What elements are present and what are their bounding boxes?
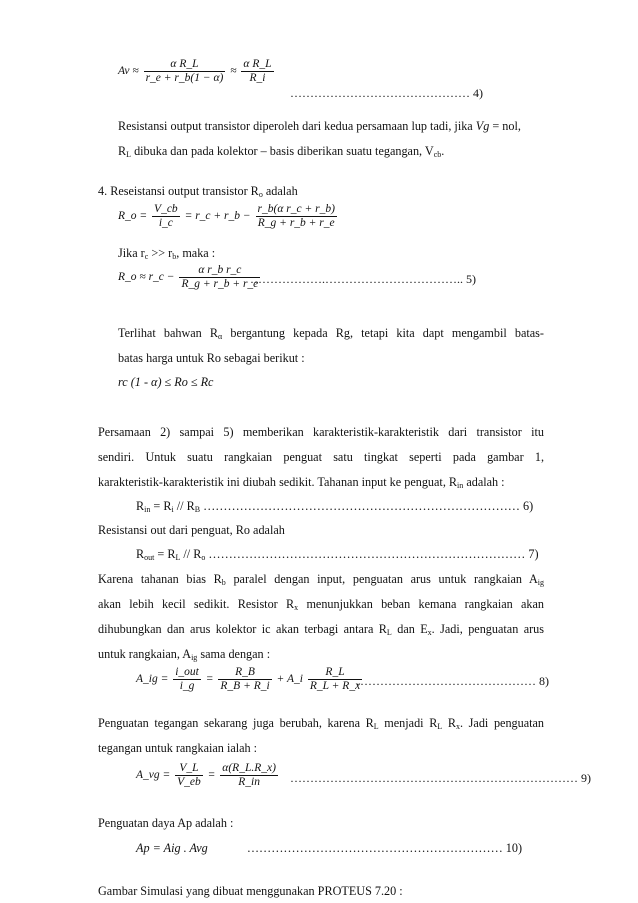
eq9-mid: =: [207, 769, 216, 782]
text: paralel dengan input, penguatan arus untuk rangkaian A: [233, 572, 538, 586]
text: Terlihat bahwan R: [118, 326, 219, 340]
paragraph-line: Resistansi out dari penguat, Ro adalah: [98, 523, 285, 537]
text: Karena tahanan bias R: [98, 572, 222, 586]
eqro-fraction-2: [256, 203, 337, 230]
eq4-fraction-1: [144, 58, 226, 85]
text: bergantung kepada Rg, tetapi kita dapt mengambil batas-: [230, 326, 544, 340]
paragraph-line: [98, 596, 544, 616]
equation-8: [136, 666, 364, 693]
subscript: B: [194, 505, 201, 514]
eq9-den2: R_in: [238, 776, 260, 788]
eqro-den2: R_g + r_b + r_e: [257, 217, 335, 229]
text: Vg: [475, 119, 490, 133]
text: // R: [176, 499, 195, 513]
eq9-num: V_L: [175, 762, 203, 776]
text: Ap = Aig . Avg: [136, 841, 208, 855]
text: R: [136, 547, 145, 561]
subscript: o: [201, 553, 206, 562]
subscript: o: [258, 190, 263, 199]
paragraph-line: [98, 621, 544, 641]
eqro-num2: r_b(α r_c + r_b): [257, 203, 335, 215]
eq8-fraction-1: [173, 666, 201, 693]
text: // R: [183, 547, 202, 561]
subscript: i: [171, 505, 174, 514]
eq5-num: α r_b r_c: [179, 264, 260, 278]
eq9-number: ……………………………………………………………… 9): [290, 771, 591, 785]
eq8-lhs: A_ig =: [136, 673, 169, 686]
eq8-fraction-3: [308, 666, 362, 693]
inequality: rc (1 - α) ≤ Ro ≤ Rc: [118, 375, 214, 389]
list-item-4: [98, 183, 298, 203]
eq4-lhs: Av ≈: [118, 65, 139, 78]
text: R: [136, 499, 145, 513]
eqro-den: i_c: [158, 217, 173, 229]
equation-10: [136, 840, 522, 856]
paragraph-line: [118, 118, 521, 134]
eq9-den: V_eb: [177, 776, 201, 788]
text: dihubungkan dan arus kolektor ic akan terbagi antara R: [98, 622, 387, 636]
text: R: [118, 144, 127, 158]
paragraph-line: [118, 245, 215, 265]
subscript: x: [456, 722, 460, 731]
text: 4. Reseistansi output transistor R: [98, 184, 259, 198]
subscript: x: [427, 628, 432, 637]
paragraph-line: Gambar Simulasi yang dibuat menggunakan PROTEUS 7.20 :: [98, 884, 403, 898]
eq5-number: ……………….…………………………….. 5): [250, 272, 476, 286]
subscript: b: [221, 578, 226, 587]
subscript: L: [437, 722, 443, 731]
equation-7: [136, 546, 539, 566]
equation-6: [136, 498, 533, 518]
subscript: L: [175, 553, 181, 562]
text: R: [447, 716, 456, 730]
eq4-number: ……………………………………… 4): [290, 86, 483, 100]
subscript: in: [144, 505, 151, 514]
eq6-number: …………………………………………………………………… 6): [203, 499, 534, 513]
text: = R: [153, 499, 172, 513]
paragraph-line: [118, 325, 544, 345]
eqro-mid: = r_c + r_b −: [184, 210, 251, 223]
text: menunjukkan beban kemana rangkaian akan: [306, 597, 545, 611]
eq4-den1: r_e + r_b(1 − α): [145, 72, 224, 84]
subscript: L: [373, 722, 379, 731]
eq5-den: R_g + r_b + r_e: [181, 278, 259, 290]
subscript: L: [386, 628, 392, 637]
text: adalah: [265, 184, 298, 198]
text: adalah :: [466, 475, 505, 489]
text: = nol,: [492, 119, 521, 133]
text: . Jadi, penguatan arus: [431, 622, 544, 636]
paragraph-line: [98, 646, 270, 666]
eq9-lhs: A_vg =: [136, 769, 171, 782]
eq8-num3: R_L: [308, 666, 362, 680]
text: >> r: [151, 246, 173, 260]
subscript: b: [172, 252, 177, 261]
eq4-den2: R_i: [249, 72, 266, 84]
eq8-den: i_g: [179, 680, 195, 692]
text: Resistansi output transistor diperoleh dari kedua persamaan lup tadi, jika: [118, 119, 473, 133]
subscript: cb: [433, 150, 442, 159]
equation-ro: [118, 203, 339, 230]
text: untuk rangkaian, A: [98, 647, 192, 661]
eq8-mid2: + A_i: [276, 673, 303, 686]
paragraph-line: Persamaan 2) sampai 5) memberikan karakteristik-karakteristik dari transistor itu: [98, 425, 544, 439]
subscript: ig: [537, 578, 545, 587]
eq9-fraction-2: [220, 762, 278, 789]
subscript: L: [126, 150, 132, 159]
eq8-den2: R_B + R_i: [220, 680, 270, 692]
eq5-lhs: R_o ≈ r_c −: [118, 271, 175, 284]
text: = R: [157, 547, 176, 561]
eq8-fraction-2: [218, 666, 271, 693]
eq5-fraction: [179, 264, 260, 291]
eq4-mid: ≈: [230, 65, 237, 78]
eq8-number: ……………………………………… 8): [356, 674, 549, 688]
paragraph-line: [118, 143, 444, 163]
subscript: ig: [191, 653, 198, 662]
eq8-den3: R_L + R_x: [309, 680, 361, 692]
eq8-num2: R_B: [218, 666, 271, 680]
text: . Jadi penguatan: [460, 716, 545, 730]
paragraph-line: tegangan untuk rangkaian ialah :: [98, 741, 258, 755]
paragraph-line: Penguatan daya Ap adalah :: [98, 816, 234, 830]
eqro-fraction-1: [152, 203, 180, 230]
text: .: [441, 144, 445, 158]
subscript: c: [144, 252, 149, 261]
subscript: out: [144, 553, 155, 562]
paragraph-line: [98, 474, 505, 494]
eq8-mid: =: [205, 673, 214, 686]
text: dibuka dan pada kolektor – basis diberikan suatu tegangan, V: [134, 144, 434, 158]
subscript: x: [294, 603, 299, 612]
eq7-number: …………………………………………………………………… 7): [208, 547, 539, 561]
text: akan lebih kecil sedikit. Resistor R: [98, 597, 295, 611]
eq10-number: ……………………………………………………… 10): [246, 841, 523, 855]
equation-9: [136, 762, 280, 789]
text: Penguatan tegangan sekarang juga berubah, karena R: [98, 716, 374, 730]
text: Jika r: [118, 246, 145, 260]
text: , maka :: [176, 246, 216, 260]
eqro-num: V_cb: [154, 203, 178, 215]
eq4-num1: α R_L: [144, 58, 226, 72]
text: sama dengan :: [200, 647, 271, 661]
eq9-fraction-1: [175, 762, 203, 789]
eq9-num2: α(R_L.R_x): [222, 762, 276, 774]
text: menjadi R: [384, 716, 438, 730]
paragraph-line: batas harga untuk Ro sebagai berikut :: [118, 351, 305, 365]
equation-5: [118, 264, 262, 291]
eq4-num2: α R_L: [243, 58, 272, 70]
paragraph-line: sendiri. Untuk suatu rangkaian penguat satu tingkat seperti pada gambar 1,: [98, 450, 544, 464]
paragraph-line: [98, 571, 544, 591]
eq8-num: i_out: [175, 666, 199, 678]
paragraph-line: [98, 715, 544, 735]
text: karakteristik-karakteristik ini diubah sedikit. Tahanan input ke penguat, R: [98, 475, 458, 489]
subscript: α: [218, 332, 223, 341]
eqro-lhs: R_o =: [118, 210, 148, 223]
subscript: in: [457, 481, 464, 490]
equation-4: [118, 58, 276, 85]
eq4-fraction-2: [241, 58, 273, 85]
text: dan E: [397, 622, 428, 636]
